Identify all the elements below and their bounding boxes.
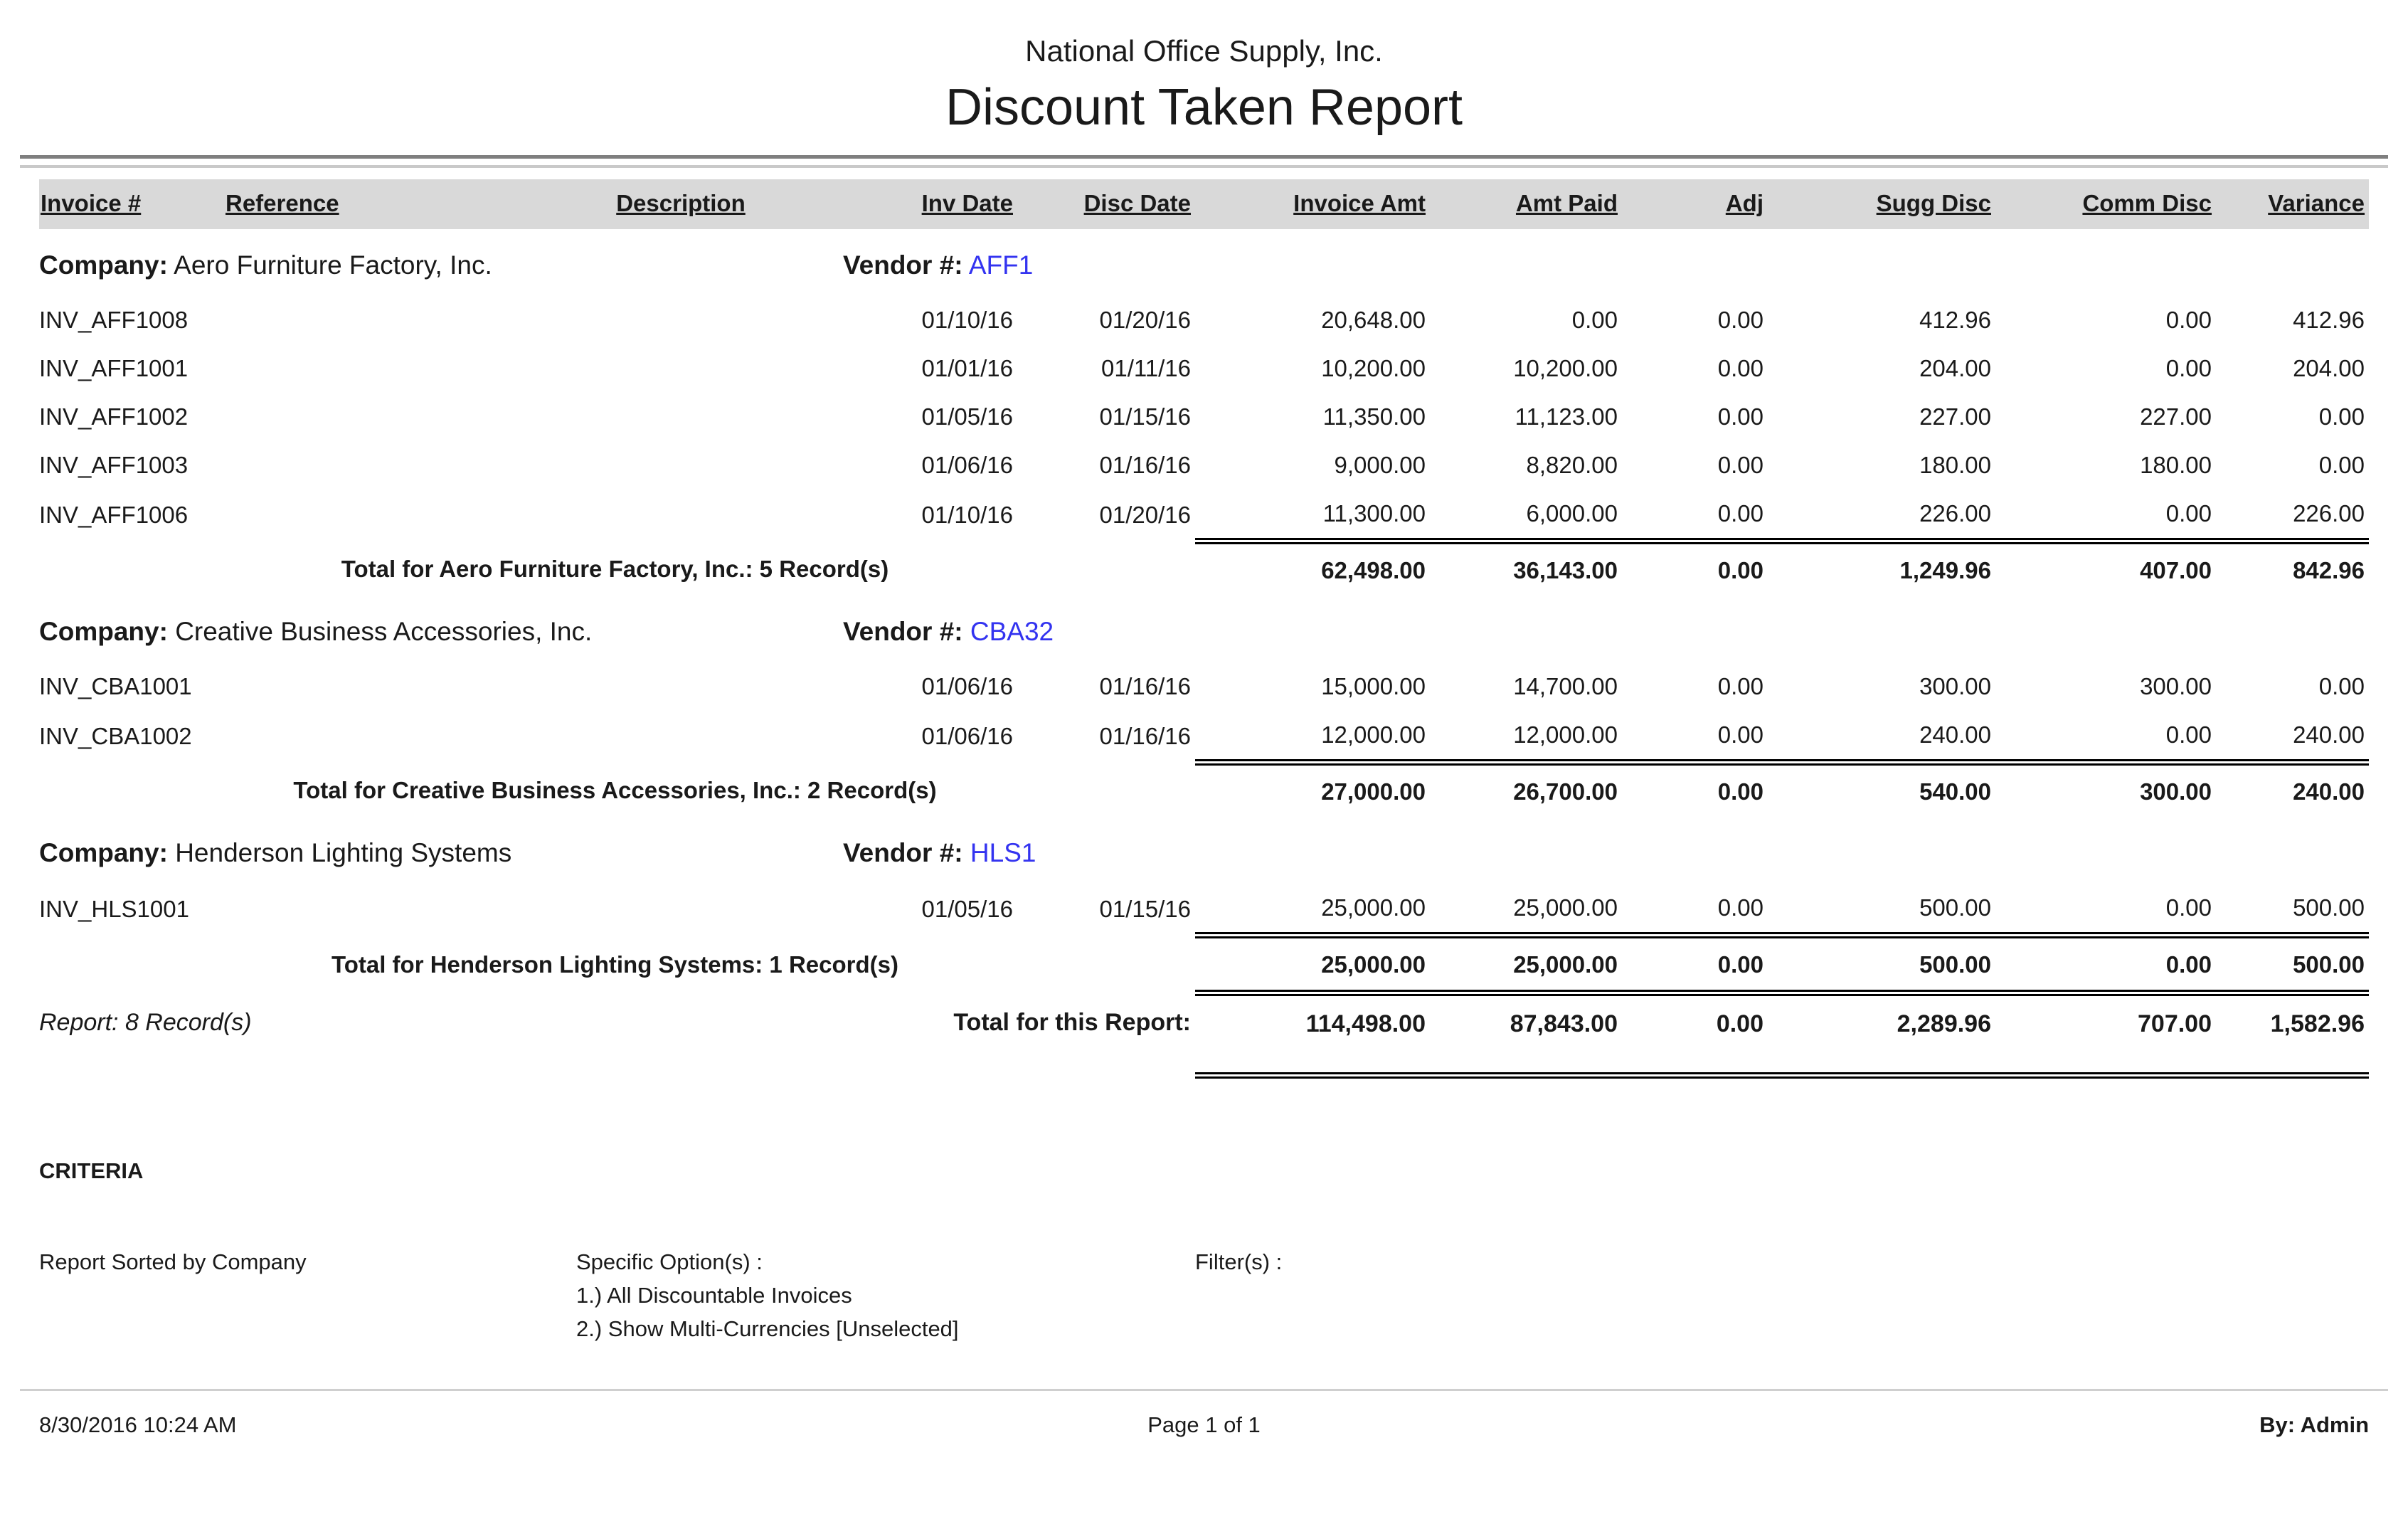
invoice-amt-cell: 11,300.00	[1322, 500, 1426, 527]
group-total-row	[39, 936, 2369, 993]
footer-timestamp: 8/30/2016 10:24 AM	[39, 1412, 237, 1437]
report-total-invoice-amt: 114,498.00	[1195, 993, 1430, 1050]
sugg-disc-cell: 500.00	[1919, 894, 1991, 921]
column-header-invoice-amt: Invoice Amt	[1195, 179, 1430, 229]
comm-disc-cell: 0.00	[2165, 355, 2212, 381]
company-name: Aero Furniture Factory, Inc.	[174, 250, 492, 280]
comm-disc-cell: 0.00	[2165, 721, 2212, 748]
invoice-cell: INV_HLS1001	[39, 896, 189, 923]
invoice-row	[39, 662, 2369, 711]
comm-disc-cell: 0.00	[2165, 307, 2212, 333]
invoice-row	[39, 344, 2369, 393]
disc-date-cell: 01/15/16	[1099, 403, 1191, 430]
criteria-options-list	[576, 1283, 1195, 1342]
reference-cell	[224, 344, 523, 393]
vendor-code-link[interactable]: CBA32	[970, 617, 1054, 646]
variance-cell: 0.00	[2318, 673, 2365, 699]
company-header-row	[39, 817, 2369, 884]
title-divider-dark	[20, 155, 2388, 159]
group-total-sugg-disc: 540.00	[1768, 763, 1995, 818]
invoice-amt-cell: 20,648.00	[1321, 307, 1426, 333]
column-header-description: Description	[523, 179, 843, 229]
criteria-sorted-by: Report Sorted by Company	[39, 1249, 307, 1274]
group-total-variance: 842.96	[2216, 541, 2369, 596]
inv-date-cell: 01/06/16	[921, 723, 1013, 750]
company-header-row	[39, 596, 2369, 662]
disc-date-cell: 01/16/16	[1099, 673, 1191, 699]
report-total-comm-disc: 707.00	[1995, 993, 2216, 1050]
variance-cell: 226.00	[2293, 500, 2365, 527]
company-name: Henderson Lighting Systems	[175, 838, 512, 867]
group-total-row	[39, 541, 2369, 596]
description-cell	[523, 344, 843, 393]
adj-cell: 0.00	[1717, 403, 1763, 430]
group-total-adj: 0.00	[1622, 936, 1768, 993]
report-footer	[20, 1389, 2388, 1438]
invoice-amt-cell: 12,000.00	[1321, 721, 1426, 748]
description-cell	[523, 884, 843, 936]
company-cell	[39, 596, 843, 662]
invoice-amt-cell: 9,000.00	[1334, 452, 1426, 478]
group-total-comm-disc: 300.00	[1995, 763, 2216, 818]
reference-cell	[224, 441, 523, 490]
report-header	[0, 0, 2408, 137]
footer-user: By: Admin	[2259, 1412, 2370, 1437]
invoice-amt-cell: 11,350.00	[1322, 403, 1426, 430]
group-total-invoice-amt: 62,498.00	[1195, 541, 1430, 596]
reference-cell	[224, 490, 523, 541]
company-row-spacer	[1195, 229, 2369, 296]
description-cell	[523, 393, 843, 441]
report-company-name: National Office Supply, Inc.	[1025, 34, 1383, 68]
amt-paid-cell: 25,000.00	[1513, 894, 1618, 921]
disc-date-cell: 01/11/16	[1100, 355, 1191, 381]
adj-cell: 0.00	[1717, 355, 1763, 381]
group-total-invoice-amt: 27,000.00	[1195, 763, 1430, 818]
group-total-adj: 0.00	[1622, 763, 1768, 818]
disc-date-cell: 01/20/16	[1099, 307, 1191, 333]
amt-paid-cell: 11,123.00	[1515, 403, 1618, 430]
adj-cell: 0.00	[1717, 500, 1763, 527]
report-total-adj: 0.00	[1622, 993, 1768, 1050]
reference-cell	[224, 711, 523, 763]
sugg-disc-cell: 204.00	[1919, 355, 1991, 381]
report-summary-row	[39, 993, 2369, 1050]
variance-cell: 240.00	[2293, 721, 2365, 748]
group-total-invoice-amt: 25,000.00	[1195, 936, 1430, 993]
amt-paid-cell: 8,820.00	[1526, 452, 1618, 478]
adj-cell: 0.00	[1717, 894, 1763, 921]
invoice-cell: INV_AFF1003	[39, 452, 189, 478]
group-total-label: Total for Creative Business Accessories, Inc.: 2 Record(s)	[293, 776, 937, 803]
group-total-label: Total for Aero Furniture Factory, Inc.: 5 Record(s)	[341, 555, 889, 582]
invoice-row	[39, 490, 2369, 541]
comm-disc-cell: 227.00	[2140, 403, 2212, 430]
description-cell	[523, 296, 843, 344]
column-header-adj: Adj	[1622, 179, 1768, 229]
report-record-count: Report: 8 Record(s)	[39, 1008, 252, 1036]
description-cell	[523, 711, 843, 763]
criteria-option: 1.) All Discountable Invoices	[576, 1283, 852, 1308]
vendor-code-link[interactable]: HLS1	[970, 838, 1036, 867]
sugg-disc-cell: 226.00	[1919, 500, 1991, 527]
group-total-comm-disc: 0.00	[1995, 936, 2216, 993]
criteria-section	[39, 1158, 2369, 1342]
inv-date-cell: 01/06/16	[921, 673, 1013, 699]
sugg-disc-cell: 412.96	[1919, 307, 1991, 333]
amt-paid-cell: 0.00	[1571, 307, 1618, 333]
sugg-disc-cell: 300.00	[1919, 673, 1991, 699]
sugg-disc-cell: 180.00	[1919, 452, 1991, 478]
variance-cell: 412.96	[2293, 307, 2365, 333]
closer-line-amt-paid	[1430, 1049, 1622, 1076]
variance-cell: 0.00	[2318, 452, 2365, 478]
invoice-cell: INV_AFF1008	[39, 307, 189, 333]
vendor-code-link[interactable]: AFF1	[968, 250, 1034, 280]
report-total-variance: 1,582.96	[2216, 993, 2369, 1050]
invoice-amt-cell: 25,000.00	[1321, 894, 1426, 921]
reference-cell	[224, 662, 523, 711]
column-header-amt-paid: Amt Paid	[1430, 179, 1622, 229]
invoice-amt-cell: 15,000.00	[1321, 673, 1426, 699]
page-title: Discount Taken Report	[945, 79, 1463, 136]
closer-spacer	[39, 1049, 1195, 1076]
disc-date-cell: 01/16/16	[1099, 723, 1191, 750]
disc-date-cell: 01/20/16	[1099, 502, 1191, 529]
comm-disc-cell: 300.00	[2140, 673, 2212, 699]
vendor-label: Vendor #:	[843, 617, 963, 646]
invoice-amt-cell: 10,200.00	[1321, 355, 1426, 381]
report-total-label: Total for this Report:	[953, 1008, 1191, 1036]
description-cell	[523, 490, 843, 541]
adj-cell: 0.00	[1717, 673, 1763, 699]
group-total-comm-disc: 407.00	[1995, 541, 2216, 596]
sugg-disc-cell: 240.00	[1919, 721, 1991, 748]
company-label: Company:	[39, 617, 168, 646]
comm-disc-cell: 0.00	[2165, 500, 2212, 527]
company-row-spacer	[1195, 596, 2369, 662]
column-header-comm-disc: Comm Disc	[1995, 179, 2216, 229]
column-header-row	[39, 179, 2369, 229]
invoice-cell: INV_CBA1001	[39, 673, 192, 699]
invoice-row	[39, 296, 2369, 344]
sugg-disc-cell: 227.00	[1919, 403, 1991, 430]
invoice-row	[39, 393, 2369, 441]
variance-cell: 0.00	[2318, 403, 2365, 430]
inv-date-cell: 01/05/16	[921, 403, 1013, 430]
group-total-sugg-disc: 1,249.96	[1768, 541, 1995, 596]
company-label: Company:	[39, 250, 168, 280]
disc-date-cell: 01/15/16	[1099, 896, 1191, 923]
column-header-sugg-disc: Sugg Disc	[1768, 179, 1995, 229]
report-total-amt-paid: 87,843.00	[1430, 993, 1622, 1050]
company-label: Company:	[39, 838, 168, 867]
comm-disc-cell: 180.00	[2140, 452, 2212, 478]
closer-line-variance	[2216, 1049, 2369, 1076]
inv-date-cell: 01/06/16	[921, 452, 1013, 478]
description-cell	[523, 441, 843, 490]
disc-date-cell: 01/16/16	[1099, 452, 1191, 478]
invoice-cell: INV_AFF1006	[39, 502, 189, 529]
reference-cell	[224, 296, 523, 344]
vendor-label: Vendor #:	[843, 838, 963, 867]
invoice-cell: INV_CBA1002	[39, 723, 192, 750]
company-cell	[39, 817, 843, 884]
group-total-amt-paid: 36,143.00	[1430, 541, 1622, 596]
invoice-cell: INV_AFF1001	[39, 355, 189, 381]
title-divider-light	[20, 165, 2388, 168]
column-header-variance: Variance	[2216, 179, 2369, 229]
report-total-sugg-disc: 2,289.96	[1768, 993, 1995, 1050]
invoice-row	[39, 441, 2369, 490]
column-header-inv-date: Inv Date	[843, 179, 1017, 229]
adj-cell: 0.00	[1717, 452, 1763, 478]
group-total-sugg-disc: 500.00	[1768, 936, 1995, 993]
group-total-amt-paid: 26,700.00	[1430, 763, 1622, 818]
criteria-filters-label: Filter(s) :	[1195, 1249, 1283, 1274]
group-total-variance: 240.00	[2216, 763, 2369, 818]
invoice-row	[39, 884, 2369, 936]
amt-paid-cell: 12,000.00	[1513, 721, 1618, 748]
column-header-invoice: Invoice #	[39, 179, 224, 229]
criteria-option: 2.) Show Multi-Currencies [Unselected]	[576, 1316, 959, 1341]
group-total-variance: 500.00	[2216, 936, 2369, 993]
company-header-row	[39, 229, 2369, 296]
vendor-cell	[843, 596, 1195, 662]
adj-cell: 0.00	[1717, 307, 1763, 333]
vendor-cell	[843, 817, 1195, 884]
criteria-specific-options-label: Specific Option(s) :	[576, 1249, 763, 1274]
variance-cell: 500.00	[2293, 894, 2365, 921]
amt-paid-cell: 10,200.00	[1513, 355, 1618, 381]
vendor-cell	[843, 229, 1195, 296]
closer-line-invoice-amt	[1195, 1049, 1430, 1076]
criteria-heading: CRITERIA	[39, 1158, 144, 1183]
reference-cell	[224, 884, 523, 936]
company-row-spacer	[1195, 817, 2369, 884]
company-cell	[39, 229, 843, 296]
inv-date-cell: 01/01/16	[921, 355, 1013, 381]
group-total-row	[39, 763, 2369, 818]
group-total-adj: 0.00	[1622, 541, 1768, 596]
inv-date-cell: 01/10/16	[921, 307, 1013, 333]
comm-disc-cell: 0.00	[2165, 894, 2212, 921]
group-total-label: Total for Henderson Lighting Systems: 1 Record(s)	[332, 951, 898, 978]
description-cell	[523, 662, 843, 711]
inv-date-cell: 01/10/16	[921, 502, 1013, 529]
column-header-disc-date: Disc Date	[1017, 179, 1195, 229]
company-name: Creative Business Accessories, Inc.	[175, 617, 593, 646]
group-total-amt-paid: 25,000.00	[1430, 936, 1622, 993]
variance-cell: 204.00	[2293, 355, 2365, 381]
report-table	[39, 179, 2369, 1079]
footer-page-number: Page 1 of 1	[1147, 1412, 1261, 1437]
amt-paid-cell: 6,000.00	[1526, 500, 1618, 527]
report-total-underline-row	[39, 1049, 2369, 1076]
vendor-label: Vendor #:	[843, 250, 963, 280]
closer-line-comm-disc	[1995, 1049, 2216, 1076]
invoice-cell: INV_AFF1002	[39, 403, 189, 430]
inv-date-cell: 01/05/16	[921, 896, 1013, 923]
invoice-row	[39, 711, 2369, 763]
closer-line-adj	[1622, 1049, 1768, 1076]
closer-line-sugg-disc	[1768, 1049, 1995, 1076]
column-header-reference: Reference	[224, 179, 523, 229]
amt-paid-cell: 14,700.00	[1513, 673, 1618, 699]
criteria-specific-options	[576, 1249, 1195, 1342]
reference-cell	[224, 393, 523, 441]
adj-cell: 0.00	[1717, 721, 1763, 748]
